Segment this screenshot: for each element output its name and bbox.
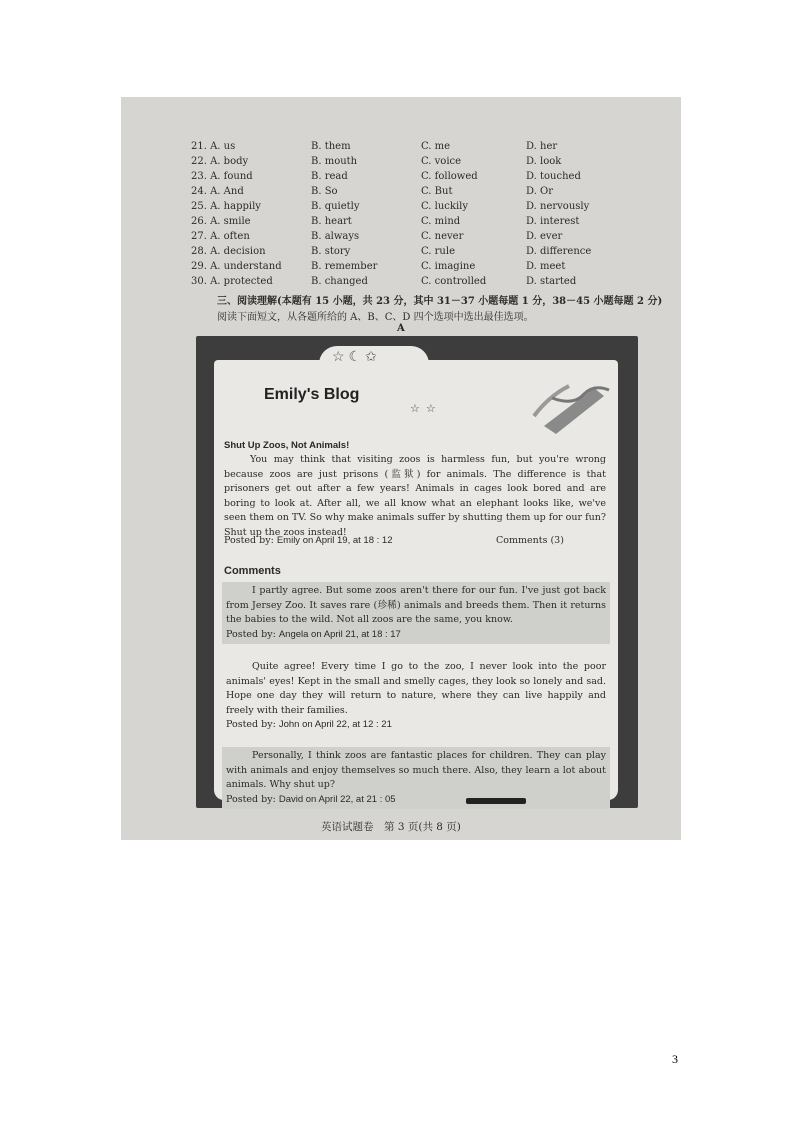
comment-author: David on April 22, at 21 : 05 [278,793,396,805]
option-row [191,244,671,259]
posted-prefix: Posted by: [226,793,276,805]
option-num: 29. A. understand [191,261,282,272]
comment-john [222,658,610,735]
option-num: 24. A. And [191,186,244,197]
option-c: C. voice [421,156,462,167]
section-heading: 三、阅读理解(本题有 15 小题，共 23 分，其中 31－37 小题每题 1 分，38－45 小题每题 2 分) [217,296,663,307]
answer-options [191,139,671,289]
option-num: 21. A. us [191,141,236,152]
option-num: 26. A. smile [191,216,251,227]
comment-meta [226,718,606,733]
option-row [191,139,671,154]
option-c: C. luckily [421,201,468,212]
option-d: D. nervously [526,201,590,212]
option-d: D. look [526,156,562,167]
option-d: D. interest [526,216,580,227]
option-b: B. read [311,171,348,182]
moon-star-icon: ☆☾✩ [332,349,381,365]
option-b: B. So [311,186,338,197]
option-b: B. quietly [311,201,360,212]
pen-hand-icon [524,376,614,436]
option-c: C. rule [421,246,455,257]
comment-david [222,747,610,809]
option-b: B. changed [311,276,368,287]
option-num: 30. A. protected [191,276,273,287]
option-num: 25. A. happily [191,201,261,212]
option-row [191,229,671,244]
divider-bar [466,798,526,804]
comment-meta [226,628,606,643]
comment-author: Angela on April 21, at 18 : 17 [278,628,401,640]
option-c: C. me [421,141,451,152]
option-d: D. started [526,276,577,287]
option-num: 27. A. often [191,231,250,242]
option-b: B. story [311,246,351,257]
option-c: C. mind [421,216,461,227]
part-label: A [397,323,405,334]
posted-prefix: Posted by: [226,628,276,640]
star-icon: ☆☆ [410,402,442,415]
option-c: C. followed [421,171,478,182]
option-row [191,274,671,289]
option-num: 28. A. decision [191,246,266,257]
option-row [191,169,671,184]
option-d: D. her [526,141,558,152]
comment-author: John on April 22, at 12 : 21 [278,719,392,730]
section-instruction: 阅读下面短文，从各题所给的 A、B、C、D 四个选项中选出最佳选项。 [217,312,534,323]
option-row [191,184,671,199]
post-body: You may think that visiting zoos is harmless fun, but you're wrong because zoos are just prisons (监狱) for animals. The difference is that prisoners get out after a few years! Animals in cages look bored and are boring to look at. After all, we all know what an elephant looks like, we've seen them on TV. So why make animals suffer by shutting them up for our fun? Shut up the zoos instead! [224,454,606,538]
comment-text: I partly agree. But some zoos aren't there for our fun. I've just got back from Jersey Zoo. It saves rare (珍稀) animals and breeds them. Then it returns the babies to the wild. Not all zoos are the same, you know. [226,585,606,625]
option-num: 23. A. found [191,171,253,182]
blog-title: Emily's Blog [264,386,360,403]
option-b: B. them [311,141,351,152]
option-c: C. imagine [421,261,476,272]
option-row [191,154,671,169]
option-c: C. But [421,186,453,197]
option-b: B. mouth [311,156,358,167]
option-d: D. Or [526,186,553,197]
option-d: D. ever [526,231,563,242]
posted-prefix: Posted by: [226,719,276,730]
comment-text: Personally, I think zoos are fantastic places for children. They can play with animals and enjoy themselves so much there. Also, they learn a lot about animals. Why shut up? [226,750,606,790]
option-row [191,259,671,274]
option-b: B. heart [311,216,352,227]
option-num: 22. A. body [191,156,249,167]
blog-frame [196,336,638,808]
option-b: B. remember [311,261,378,272]
page-number: 3 [672,1052,678,1066]
page-footer: 英语试题卷 第 3 页(共 8 页) [321,821,461,833]
option-row [191,199,671,214]
option-c: C. never [421,231,464,242]
comments-heading: Comments [224,565,281,577]
post-author: Emily on April 19, at 18 : 12 [276,535,393,546]
post-meta [224,535,392,546]
option-d: D. touched [526,171,581,182]
posted-prefix: Posted by: [224,535,274,546]
option-row [191,214,671,229]
option-d: D. meet [526,261,566,272]
blog-panel [214,349,618,805]
comment-angela [222,582,610,644]
comments-count-link[interactable]: Comments (3) [496,535,564,546]
scanned-page-photo [121,97,681,840]
option-b: B. always [311,231,360,242]
option-c: C. controlled [421,276,487,287]
post-title: Shut Up Zoos, Not Animals! [224,440,350,451]
option-d: D. difference [526,246,592,257]
comment-meta [226,793,606,808]
comment-text: Quite agree! Every time I go to the zoo, I never look into the poor animals' eyes! Kept in the small and smelly cages, they look so lonely and sad. Hope one day they will return to nature, where they can live happily and freely with their families. [226,661,606,716]
